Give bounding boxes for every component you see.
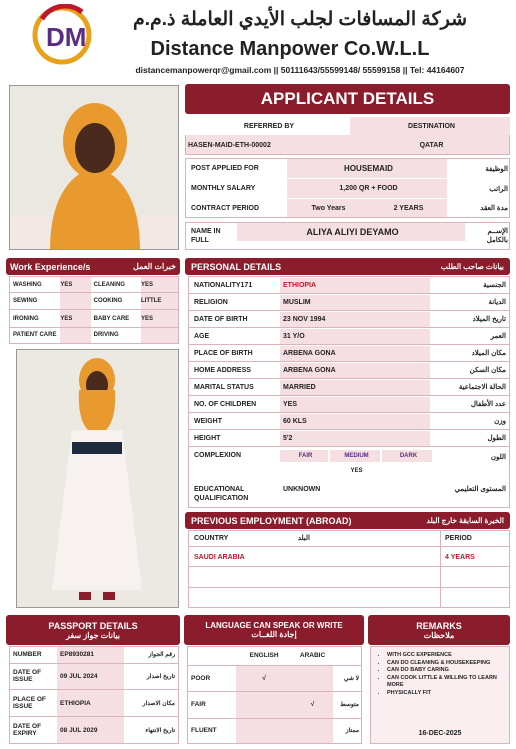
personal-field-label: WEIGHT xyxy=(194,417,222,425)
language-title-ar: إجادة اللغــات xyxy=(251,630,297,639)
company-name-ar: شركة المسافات لجلب الأيدي العاملة ذ.م.م xyxy=(132,9,468,30)
personal-field-value: YES xyxy=(280,397,430,412)
personal-details-header xyxy=(185,258,510,275)
table-row xyxy=(188,692,361,719)
language-level-ar: متوسط xyxy=(340,702,359,709)
personal-field-value: 5'2 xyxy=(280,431,430,446)
table-row xyxy=(10,310,178,327)
personal-field-ar: الطول xyxy=(487,435,506,442)
personal-field-value: MARRIED xyxy=(280,380,430,395)
work-skill-label: PATIENT CARE xyxy=(13,332,57,339)
education-label: EDUCATIONAL QUALIFICATION xyxy=(194,486,249,502)
remarks-date: 16-DEC-2025 xyxy=(418,730,462,737)
remark-item: • CAN DO BABY CARING xyxy=(387,667,505,675)
complexion-dark: DARK xyxy=(382,450,432,462)
remark-item: • WITH GCC EXPERIENCE xyxy=(387,652,505,660)
personal-field-label: MARITAL STATUS xyxy=(194,383,254,391)
language-level-ar: ممتاز xyxy=(345,728,359,735)
country-ar: البلد xyxy=(297,535,310,542)
passport-label: DATE OF EXPIRY xyxy=(13,723,42,738)
remarks-title-ar: ملاحظات xyxy=(423,630,455,640)
personal-field-ar: عدد الأطفال xyxy=(470,401,506,408)
table-row xyxy=(10,663,178,690)
table-row xyxy=(10,717,178,743)
arabic-mark xyxy=(292,665,334,692)
name-ar: الإســم بالكامل xyxy=(486,228,508,244)
passport-header xyxy=(6,615,180,645)
post-value: HOUSEMAID xyxy=(287,159,447,178)
page-title: APPLICANT DETAILS xyxy=(185,84,510,114)
table-row xyxy=(10,647,178,663)
language-level-ar: لا شي xyxy=(343,675,359,682)
remarks-title: REMARKS xyxy=(416,620,462,631)
complexion-ar: اللون xyxy=(490,454,506,461)
personal-field-ar: العمر xyxy=(490,333,506,340)
personal-field-ar: وزن xyxy=(494,418,506,425)
previous-employment-title: PREVIOUS EMPLOYMENT (ABROAD) xyxy=(191,515,352,526)
personal-field-label: RELIGION xyxy=(194,298,228,306)
arabic-mark: √ xyxy=(292,692,334,719)
language-level: FLUENT xyxy=(191,727,217,735)
passport-ar: رقم الجواز xyxy=(148,652,175,659)
personal-field-ar: الحالة الاجتماعية xyxy=(458,384,506,391)
language-table xyxy=(187,646,362,744)
divider xyxy=(440,530,441,608)
divider xyxy=(188,566,510,567)
table-row xyxy=(10,277,178,293)
contract-value: Two Years xyxy=(287,199,367,217)
complexion-label: COMPLEXION xyxy=(194,451,242,459)
personal-field-value: 23 NOV 1994 xyxy=(280,312,430,327)
passport-title-ar: بيانات جواز سفر xyxy=(65,630,121,640)
work-skill-label: COOKING xyxy=(93,298,123,305)
work-skill-label: BABY CARE xyxy=(93,315,130,322)
divider xyxy=(188,546,510,547)
table-row xyxy=(10,690,178,717)
salary-ar: الراتب xyxy=(489,185,508,193)
destination-value: QATAR xyxy=(419,141,444,149)
work-skill-value xyxy=(60,293,90,310)
passport-value: 09 JUL 2024 xyxy=(57,663,124,690)
complexion-medium: MEDIUM xyxy=(330,450,380,462)
work-skill-label: CLEANING xyxy=(93,281,125,288)
personal-field-label: DATE OF BIRTH xyxy=(194,315,248,323)
personal-field-label: NO. OF CHILDREN xyxy=(194,400,257,408)
remark-item: • CAN DO CLEANING & HOUSEKEEPING xyxy=(387,660,505,668)
previous-employment-header xyxy=(185,512,510,529)
passport-value: EP8930281 xyxy=(57,647,124,663)
education-ar: المستوى التعليمي xyxy=(454,486,506,493)
passport-label: DATE OF ISSUE xyxy=(13,669,42,684)
work-skill-value: YES xyxy=(141,310,178,327)
remarks-box xyxy=(370,646,510,744)
personal-field-label: PLACE OF BIRTH xyxy=(194,349,253,357)
personal-field-label: AGE xyxy=(194,332,210,340)
post-ar: الوظيفة xyxy=(485,165,508,173)
personal-details-title-ar: بيانات صاحب الطلب xyxy=(440,262,504,271)
education-value: UNKNOWN xyxy=(283,485,321,493)
company-name-en: Distance Manpower Co.W.L.L xyxy=(150,38,430,60)
personal-field-label: HOME ADDRESS xyxy=(194,366,251,374)
english-mark: √ xyxy=(236,665,291,692)
post-label: POST APPLIED FOR xyxy=(191,165,259,172)
salary-label: MONTHLY SALARY xyxy=(191,185,256,192)
name-value: ALIYA ALIYI DEYAMO xyxy=(237,223,465,241)
personal-field-value: 60 KLS xyxy=(280,414,430,429)
language-level: FAIR xyxy=(191,701,206,709)
company-logo xyxy=(32,4,104,66)
passport-ar: مكان الاصدار xyxy=(142,700,175,707)
english-mark xyxy=(236,692,291,719)
language-header xyxy=(184,615,364,645)
referred-by-label: REFERRED BY xyxy=(185,117,350,135)
name-label: NAME IN FULL xyxy=(191,228,221,244)
remarks-header xyxy=(368,615,510,645)
work-experience-table xyxy=(9,276,179,344)
work-skill-label: DRIVING xyxy=(93,332,119,339)
work-experience-title-ar: خبرات العمل xyxy=(133,262,176,271)
period-label: PERIOD xyxy=(445,534,472,542)
personal-field-value: ETHIOPIA xyxy=(280,278,430,293)
complexion-value: YES xyxy=(350,468,363,474)
remark-item: • CAN COOK LITTLE & WILLING TO LEARN MORE xyxy=(387,675,505,690)
destination-label: DESTINATION xyxy=(350,117,510,135)
work-skill-label: WASHING xyxy=(13,281,42,288)
personal-field-ar: مكان الميلاد xyxy=(471,350,506,357)
company-contact: distancemanpowerqr@gmail.com || 50111643/55599148/ 55599158 || Tel: 44164607 xyxy=(135,65,465,75)
personal-field-value: ARBENA GONA xyxy=(280,346,430,361)
contract-value-years: 2 YEARS xyxy=(367,199,447,217)
complexion-fair: FAIR xyxy=(280,450,328,462)
work-experience-header xyxy=(6,258,180,275)
passport-ar: تاريخ اصدار xyxy=(146,673,175,680)
previous-country: SAUDI ARABIA xyxy=(194,553,245,561)
personal-field-ar: الديانة xyxy=(488,299,506,306)
passport-label: PLACE OF ISSUE xyxy=(13,696,46,711)
personal-field-ar: تاريخ الميلاد xyxy=(472,316,506,323)
passport-label: NUMBER xyxy=(13,651,42,659)
work-skill-value: YES xyxy=(60,277,90,293)
work-skill-value: YES xyxy=(141,277,178,293)
language-level: POOR xyxy=(191,674,211,682)
applicant-photo-portrait xyxy=(9,85,179,250)
previous-period: 4 YEARS xyxy=(445,553,475,561)
passport-ar: تاريخ الانتهاء xyxy=(145,727,175,734)
personal-field-ar: الجنسية xyxy=(483,282,506,289)
remark-item: • PHYSICALLY FIT xyxy=(387,690,505,698)
language-corner xyxy=(188,647,236,665)
work-skill-value xyxy=(60,327,90,343)
previous-employment-title-ar: الخبرة السابقة خارج البلد xyxy=(426,516,504,525)
work-skill-label: SEWING xyxy=(13,298,38,305)
personal-field-label: NATIONALITY171 xyxy=(194,281,253,289)
english-label: ENGLISH xyxy=(249,652,279,660)
english-mark xyxy=(236,718,291,743)
salary-value: 1,200 QR + FOOD xyxy=(287,179,447,198)
applicant-photo-full-body xyxy=(16,349,179,608)
divider xyxy=(188,446,510,447)
contract-label: CONTRACT PERIOD xyxy=(191,204,260,212)
work-experience-title: Work Experience/s xyxy=(10,261,91,272)
personal-field-value: 31 Y/O xyxy=(280,329,430,344)
referred-by-value: HASEN-MAID-ETH-00002 xyxy=(188,141,271,149)
table-row xyxy=(188,665,361,692)
personal-field-value: ARBENA GONA xyxy=(280,363,430,378)
language-corner xyxy=(333,647,361,665)
logo-text: DM xyxy=(46,22,87,52)
country-label: COUNTRY xyxy=(194,534,229,542)
work-skill-value: YES xyxy=(60,310,90,327)
work-skill-label: IRONING xyxy=(13,315,39,322)
arabic-label: ARABIC xyxy=(299,652,326,660)
passport-table xyxy=(9,646,179,744)
passport-value: 08 JUL 2029 xyxy=(57,717,124,743)
divider xyxy=(188,587,510,588)
table-row xyxy=(188,718,361,743)
contract-ar: مدة العقد xyxy=(480,205,508,212)
personal-field-label: HEIGHT xyxy=(194,434,221,442)
personal-details-title: PERSONAL DETAILS xyxy=(191,261,282,272)
arabic-mark xyxy=(292,718,334,743)
work-skill-value: LITTLE xyxy=(141,293,178,310)
work-skill-value xyxy=(141,327,178,343)
passport-title: PASSPORT DETAILS xyxy=(48,620,138,631)
personal-field-value: MUSLIM xyxy=(280,295,430,310)
personal-field-ar: مكان السكن xyxy=(469,367,506,374)
table-row xyxy=(188,647,361,665)
table-row xyxy=(10,327,178,343)
language-title: LANGUAGE CAN SPEAK OR WRITE xyxy=(205,621,343,630)
table-row xyxy=(10,293,178,310)
passport-value: ETHIOPIA xyxy=(57,690,124,717)
